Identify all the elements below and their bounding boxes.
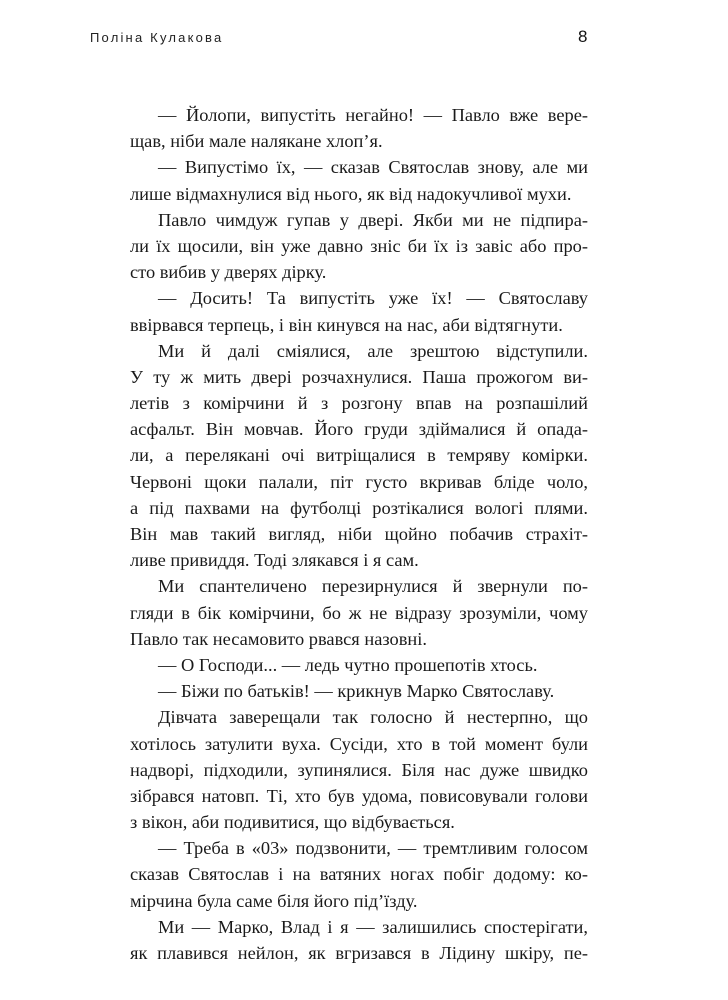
page-number: 8 bbox=[578, 27, 588, 46]
text-line: як плавився нейлон, як вгризався в Лідину шкіру, пе- bbox=[130, 943, 588, 963]
text-line: зібрався натовп. Ті, хто був удома, повисовували голови bbox=[130, 785, 588, 806]
text-line: лише відмахнулися від нього, як від надокучливої мухи. bbox=[130, 183, 572, 204]
body-text bbox=[130, 102, 588, 966]
text-line: Він мав такий вигляд, ніби щойно побачив страхіт- bbox=[130, 524, 588, 544]
text-line: ли, а перелякані очі витріщалися в темряву комірки. bbox=[130, 445, 588, 466]
text-line: — О Господи... — ледь чутно прошепотів хтось. bbox=[158, 654, 538, 675]
text-line: мірчина була саме біля його під’їзду. bbox=[130, 890, 418, 911]
text-line: Павло так несамовито рвався назовні. bbox=[130, 628, 427, 649]
text-line: — Випустімо їх, — сказав Святослав знову, але ми bbox=[158, 157, 588, 178]
text-line: — Досить! Та випустіть уже їх! — Святославу bbox=[158, 288, 588, 309]
running-head-author: Поліна Кулакова bbox=[90, 30, 224, 45]
text-line: щав, ніби мале налякане хлоп’я. bbox=[130, 131, 383, 152]
text-line: Ми й далі сміялися, але зрештою відступили. bbox=[158, 340, 588, 361]
text-line: хотілось затулити вуха. Сусіди, хто в той момент були bbox=[130, 733, 588, 754]
text-line: а під пахвами на футболці розтікалися вологі плями. bbox=[130, 497, 588, 518]
text-line: У ту ж мить двері розчахнулися. Паша прожогом ви- bbox=[130, 366, 588, 387]
text-line: асфальт. Він мовчав. Його груди здіймалися й опада- bbox=[130, 419, 588, 440]
text-line: ливе привиддя. Тоді злякався і я сам. bbox=[130, 550, 419, 571]
text-line: — Йолопи, випустіть негайно! — Павло вже вере- bbox=[158, 105, 588, 125]
text-line: летів з комірчини й з розгону впав на розпашілий bbox=[130, 393, 588, 414]
text-line: Червоні щоки палали, піт густо вкривав бліде чоло, bbox=[130, 471, 588, 492]
text-line: сто вибив у дверях дірку. bbox=[130, 262, 327, 283]
text-line: Ми спантеличено перезирнулися й звернули по- bbox=[158, 576, 588, 597]
text-line: сказав Святослав і на ватяних ногах побіг додому: ко- bbox=[130, 864, 588, 885]
text-line: — Біжи по батьків! — крикнув Марко Святославу. bbox=[158, 681, 555, 702]
text-line: Павло чимдуж гупав у двері. Якби ми не підпира- bbox=[158, 209, 588, 230]
text-line: гляди в бік комірчини, бо ж не відразу зрозуміли, чому bbox=[130, 602, 588, 623]
text-line: Ми — Марко, Влад і я — залишились спостерігати, bbox=[158, 916, 588, 937]
text-line: Дівчата заверещали так голосно й нестерпно, що bbox=[158, 707, 588, 728]
text-line: з вікон, аби подивитися, що відбувається. bbox=[130, 812, 455, 833]
text-line: надворі, підходили, зупинялися. Біля нас дуже швидко bbox=[130, 759, 588, 780]
text-line: — Треба в «03» подзвонити, — тремтливим голосом bbox=[158, 838, 588, 859]
text-line: ли їх щосили, він уже давно зніс би їх із завіс або про- bbox=[130, 235, 588, 256]
text-line: ввірвався терпець, і він кинувся на нас, аби відтягнути. bbox=[130, 314, 563, 335]
